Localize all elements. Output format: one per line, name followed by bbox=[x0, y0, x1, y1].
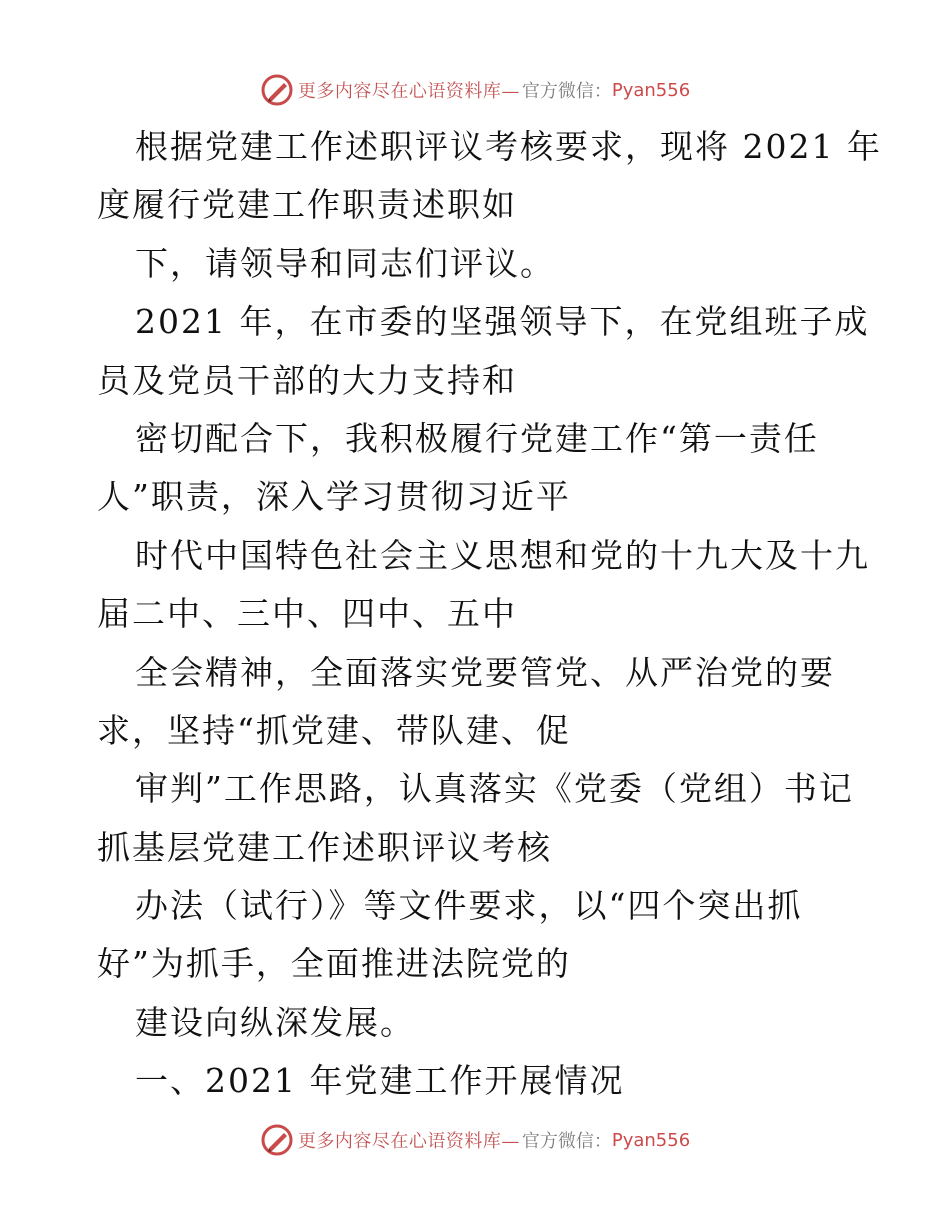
watermark-wechat-id: Pyan556 bbox=[611, 1129, 691, 1151]
section-heading: 一、2021 年党建工作开展情况 bbox=[135, 1061, 625, 1101]
text-line: 届二中、三中、四中、五中 bbox=[97, 594, 517, 634]
text-line: 审判”工作思路，认真落实《党委（党组）书记 bbox=[135, 769, 854, 809]
document-body bbox=[97, 118, 887, 1111]
text-line: 建设向纵深发展。 bbox=[135, 1002, 415, 1042]
pen-logo-icon bbox=[260, 73, 294, 107]
footer-watermark bbox=[0, 1120, 950, 1160]
text-line: 人”职责，深入学习贯彻习近平 bbox=[97, 477, 571, 517]
text-line: 下，请领导和同志们评议。 bbox=[135, 243, 555, 283]
header-watermark bbox=[0, 70, 950, 110]
watermark-wechat-id: Pyan556 bbox=[611, 79, 691, 101]
text-line: 密切配合下，我积极履行党建工作“第一责任 bbox=[135, 418, 819, 458]
text-line: 全会精神，全面落实党要管党、从严治党的要 bbox=[135, 652, 835, 692]
text-line: 好”为抓手，全面推进法院党的 bbox=[97, 944, 571, 984]
text-line: 度履行党建工作职责述职如 bbox=[97, 185, 517, 225]
text-line: 根据党建工作述职评议考核要求，现将 2021 年 bbox=[135, 127, 882, 166]
watermark-main-text: 更多内容尽在心语资料库— bbox=[297, 1131, 520, 1152]
watermark-main-text: 更多内容尽在心语资料库— bbox=[297, 81, 520, 102]
text-line: 抓基层党建工作述职评议考核 bbox=[97, 827, 552, 867]
watermark-wechat-label: 官方微信： bbox=[521, 1131, 612, 1152]
text-line: 员及党员干部的大力支持和 bbox=[97, 360, 517, 400]
text-line: 求，坚持“抓党建、带队建、促 bbox=[97, 710, 571, 750]
text-line: 时代中国特色社会主义思想和党的十九大及十九 bbox=[135, 535, 870, 575]
text-line: 办法（试行）》等文件要求，以“四个突出抓 bbox=[135, 886, 803, 926]
watermark-wechat-label: 官方微信： bbox=[521, 81, 612, 102]
text-line: 2021 年，在市委的坚强领导下，在党组班子成 bbox=[135, 302, 870, 342]
pen-logo-icon bbox=[260, 1123, 294, 1157]
